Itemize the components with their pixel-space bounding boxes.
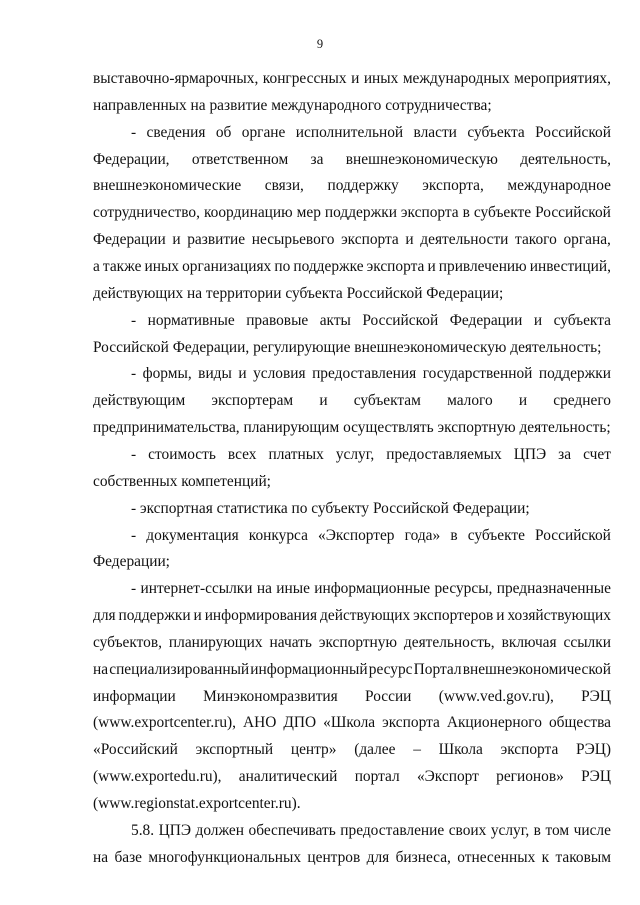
word: иных xyxy=(144,258,179,275)
word: – xyxy=(413,741,421,759)
word: и xyxy=(172,231,181,249)
word: по xyxy=(274,258,291,275)
text-line xyxy=(93,630,611,656)
text-line xyxy=(93,254,611,280)
word: Российской xyxy=(535,526,611,544)
word: экспортеров xyxy=(413,607,494,624)
word: - xyxy=(131,311,137,329)
word: субъектам xyxy=(353,392,421,410)
word: том xyxy=(545,821,570,839)
text-line xyxy=(93,603,611,629)
text-line xyxy=(131,576,611,602)
word: стоимость xyxy=(148,445,216,463)
word: Российской xyxy=(535,204,611,222)
word: иные xyxy=(276,580,310,598)
word: на xyxy=(256,580,272,598)
word: ЦПЭ xyxy=(158,821,191,839)
word: информационные xyxy=(314,580,431,598)
word: мероприятиях, xyxy=(514,70,611,87)
text-line xyxy=(131,120,611,146)
word: Федерации, xyxy=(93,150,170,168)
word: органе xyxy=(241,123,286,141)
text-line: собственных компетенций; xyxy=(93,472,271,490)
text-line: действующих на территории субъекта Российской Федерации; xyxy=(93,284,504,302)
text-line xyxy=(93,147,611,173)
word: в xyxy=(462,204,470,222)
word: ДПО xyxy=(283,714,317,732)
word: государственной xyxy=(422,365,533,383)
word: услуг, xyxy=(335,445,375,463)
text-line xyxy=(131,523,611,549)
word: центр» xyxy=(290,741,337,759)
word: экспортерам xyxy=(211,392,294,410)
word: Российской xyxy=(362,311,439,329)
word: «Экспорт xyxy=(416,768,479,786)
word: экспорта, xyxy=(422,177,484,195)
word: внешнеэкономической xyxy=(462,660,611,678)
word: в xyxy=(533,821,541,839)
word: в xyxy=(450,526,458,544)
word: сотрудничество, xyxy=(93,204,200,222)
word: связи, xyxy=(264,177,304,195)
word: власти xyxy=(413,123,457,141)
word: деятельности xyxy=(420,231,509,249)
word: конгрессных xyxy=(262,70,347,87)
word: Федерации xyxy=(93,231,166,249)
word: экспорта xyxy=(366,258,425,275)
word: несырьевого xyxy=(251,231,335,249)
word: поддержки xyxy=(324,204,397,222)
text-line: Федерации; xyxy=(93,553,170,571)
word: субъектов, xyxy=(93,633,162,651)
word: экспорта xyxy=(341,231,399,249)
word: внешнеэкономические xyxy=(93,177,242,195)
word: и xyxy=(319,392,328,410)
word: субъекте xyxy=(473,204,532,222)
word: РЭЦ xyxy=(581,768,611,786)
word: организациях xyxy=(182,258,272,275)
text-line xyxy=(131,818,611,844)
word: международное xyxy=(507,177,611,195)
word: экспорта xyxy=(382,714,440,732)
text-line: направленных на развитие международного сотрудничества; xyxy=(93,96,492,114)
word: (www.exportedu.ru), xyxy=(93,768,222,786)
word: Портал xyxy=(413,660,462,678)
text-line xyxy=(93,66,611,92)
text-line xyxy=(93,737,611,763)
word: субъекта xyxy=(467,123,525,141)
word: России xyxy=(365,687,412,705)
text-line: предпринимательства, планирующим осуществлять экспортную деятельность; xyxy=(93,419,611,437)
word: аналитический xyxy=(238,768,338,786)
page-number: 9 xyxy=(316,37,324,51)
word: инвестиций, xyxy=(529,258,611,275)
word: предоставления xyxy=(312,365,417,383)
word: числе xyxy=(573,821,611,839)
word: субъекте xyxy=(467,526,525,544)
text-line xyxy=(93,227,611,253)
word: экспорта xyxy=(400,204,459,222)
text-line xyxy=(93,173,611,199)
word: 5.8. xyxy=(131,821,155,839)
word: за xyxy=(558,445,572,463)
word: и xyxy=(351,70,360,87)
word: также xyxy=(102,258,142,275)
word: информирования xyxy=(204,607,318,624)
word: исполнительной xyxy=(295,123,404,141)
word: и xyxy=(518,392,528,410)
word: среднего xyxy=(553,392,611,410)
word: деятельность, xyxy=(403,633,495,651)
word: и xyxy=(193,607,202,624)
word: услуг, xyxy=(490,821,530,839)
word: виды xyxy=(198,365,232,383)
word: общества xyxy=(548,714,611,732)
word: и xyxy=(238,365,247,383)
word: портал xyxy=(354,768,400,786)
word: и xyxy=(496,607,505,624)
word: бизнеса, xyxy=(395,848,451,866)
word: за xyxy=(310,150,324,168)
word: ответственном xyxy=(191,150,289,168)
word: отнесенных xyxy=(457,848,536,866)
word: Акционерного xyxy=(446,714,542,732)
word: Минэкономразвития xyxy=(203,687,338,705)
text-line xyxy=(93,388,611,414)
text-line xyxy=(93,764,611,790)
word: - xyxy=(131,123,137,141)
word: включая xyxy=(501,633,557,651)
word: Школа xyxy=(438,741,483,759)
word: всех xyxy=(227,445,257,463)
word: «Российский xyxy=(93,741,178,759)
word: к xyxy=(541,848,550,866)
word: привлечению xyxy=(438,258,527,275)
word: многофункциональных xyxy=(148,848,302,866)
word: должен xyxy=(195,821,244,839)
word: деятельность, xyxy=(520,150,611,168)
text-line: - экспортная статистика по субъекту Российской Федерации; xyxy=(131,499,530,517)
word: центров xyxy=(307,848,361,866)
word: предоставляемых xyxy=(386,445,502,463)
word: а xyxy=(93,258,100,275)
word: Российской xyxy=(535,123,611,141)
word: - xyxy=(131,580,137,598)
word: внешнеэкономическую xyxy=(345,150,498,168)
word: мер xyxy=(296,204,321,222)
text-line: Российской Федерации, регулирующие внешнеэкономическую деятельность; xyxy=(93,338,602,356)
word: документация xyxy=(146,526,239,544)
word: информационный xyxy=(250,660,368,678)
word: правовые xyxy=(246,311,309,329)
word: интернет-ссылки xyxy=(140,580,253,598)
word: ссылки xyxy=(563,633,611,651)
word: платных xyxy=(268,445,324,463)
word: такого xyxy=(515,231,557,249)
word: экспортный xyxy=(195,741,274,759)
word: своих xyxy=(448,821,487,839)
word: года» xyxy=(404,526,441,544)
text-line xyxy=(131,442,611,468)
word: развитие xyxy=(187,231,246,249)
word: ЦПЭ xyxy=(513,445,547,463)
word: хозяйствующих xyxy=(507,607,611,624)
word: поддержке xyxy=(293,258,364,275)
word: базе xyxy=(114,848,143,866)
word: нормативные xyxy=(147,311,235,329)
word: счет xyxy=(583,445,611,463)
word: органа, xyxy=(563,231,611,249)
word: предназначенные xyxy=(496,580,611,598)
word: выставочно-ярмарочных, xyxy=(93,70,259,87)
text-line xyxy=(93,684,611,710)
text-line xyxy=(131,308,611,334)
text-line xyxy=(93,200,611,226)
word: для xyxy=(366,848,390,866)
word: поддержку xyxy=(327,177,399,195)
word: начать xyxy=(269,633,312,651)
word: конкурса xyxy=(248,526,308,544)
word: информации xyxy=(93,687,176,705)
word: на xyxy=(93,660,109,678)
word: международных xyxy=(402,70,510,87)
word: поддержки xyxy=(538,365,611,383)
word: малого xyxy=(447,392,493,410)
text-line xyxy=(93,657,611,683)
word: «Экспортер xyxy=(318,526,395,544)
word: таковым xyxy=(555,848,611,866)
word: поддержки xyxy=(118,607,191,624)
word: акты xyxy=(319,311,351,329)
word: - xyxy=(131,445,137,463)
word: РЭЦ xyxy=(581,687,611,705)
text-line xyxy=(93,710,611,736)
word: условия xyxy=(253,365,306,383)
word: об xyxy=(215,123,232,141)
word: для xyxy=(93,607,116,624)
word: экспорта xyxy=(500,741,559,759)
word: специализированный xyxy=(109,660,250,678)
word: «Школа xyxy=(323,714,376,732)
word: ресурсы, xyxy=(434,580,493,598)
word: предоставление xyxy=(340,821,445,839)
word: координацию xyxy=(203,204,293,222)
text-line: (www.regionstat.exportcenter.ru). xyxy=(93,795,301,812)
word: иных xyxy=(363,70,399,87)
word: - xyxy=(131,365,137,383)
word: планирующих xyxy=(168,633,263,651)
word: Федерации xyxy=(449,311,523,329)
word: на xyxy=(93,848,109,866)
word: действующих xyxy=(320,607,411,624)
word: сведения xyxy=(146,123,206,141)
word: (далее xyxy=(354,741,396,759)
word: ресурс xyxy=(368,660,413,678)
word: АНО xyxy=(243,714,277,732)
word: обеспечивать xyxy=(248,821,336,839)
word: регионов» xyxy=(496,768,564,786)
word: (www.exportcenter.ru), xyxy=(93,714,237,732)
word: действующим xyxy=(93,392,186,410)
word: и xyxy=(427,258,436,275)
word: - xyxy=(131,526,137,544)
word: субъекта xyxy=(553,311,611,329)
word: экспортную xyxy=(318,633,397,651)
word: и xyxy=(533,311,543,329)
text-line xyxy=(131,361,611,387)
word: формы, xyxy=(142,365,192,383)
word: и xyxy=(405,231,414,249)
word: (www.ved.gov.ru), xyxy=(438,687,554,705)
text-line xyxy=(93,845,611,871)
word: РЭЦ) xyxy=(576,741,611,759)
